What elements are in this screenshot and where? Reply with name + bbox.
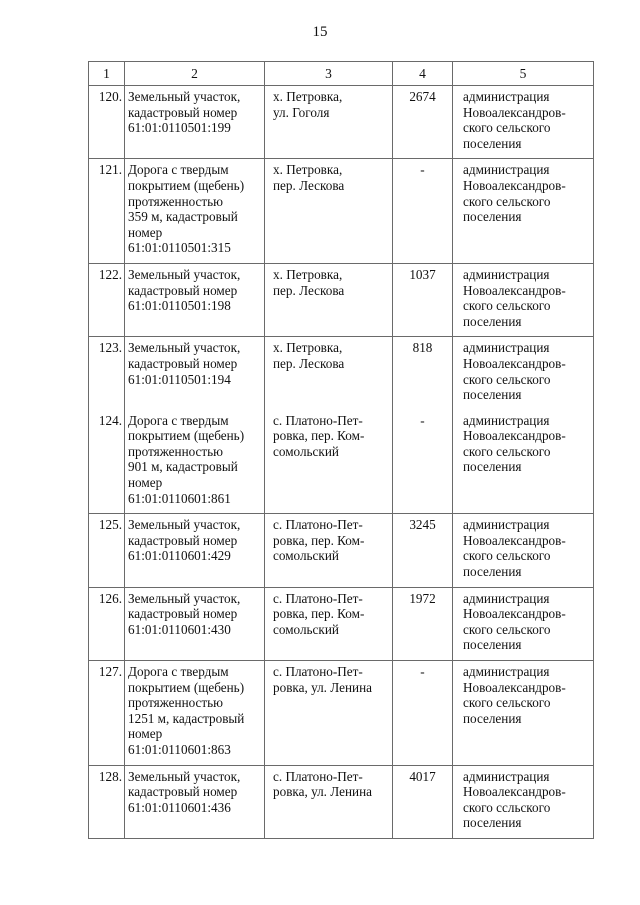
row-number-cell: 120. bbox=[89, 86, 125, 159]
row-number-cell: 122. bbox=[89, 263, 125, 336]
table-row bbox=[89, 587, 594, 660]
address-cell bbox=[265, 159, 393, 264]
cell-line: пер. Лескова bbox=[273, 177, 345, 193]
cell-line: Новоалександров- bbox=[463, 282, 566, 298]
cell-line: Земельный участок, bbox=[128, 89, 241, 104]
table-row bbox=[89, 86, 594, 159]
cell-line: кадастровый номер bbox=[128, 282, 238, 298]
cell-line: поселения bbox=[463, 313, 522, 329]
cell-line: покрытием (щебень) bbox=[128, 177, 245, 193]
cell-line: 359 м, кадастровый bbox=[128, 209, 238, 225]
cell-line: 61:01:0110601:861 bbox=[128, 490, 231, 506]
object-description-cell bbox=[125, 337, 265, 410]
cell-line: Новоалександров- bbox=[463, 679, 566, 695]
object-description-cell bbox=[125, 159, 265, 264]
cell-line: Новоалександров- bbox=[463, 428, 566, 444]
cell-line: покрытием (щебень) bbox=[128, 428, 245, 444]
cell-line: 61:01:0110501:315 bbox=[128, 240, 231, 256]
address-cell bbox=[265, 263, 393, 336]
cell-line: с. Платоно-Пет- bbox=[273, 412, 363, 428]
object-description-cell bbox=[125, 514, 265, 587]
address-cell bbox=[265, 337, 393, 410]
cell-line: с. Платоно-Пет- bbox=[273, 664, 363, 679]
cell-line: 61:01:0110501:198 bbox=[128, 298, 231, 314]
cell-line: администрация bbox=[463, 590, 550, 606]
cell-line: ровка, пер. Ком- bbox=[273, 532, 365, 548]
cell-line: Новоалександров- bbox=[463, 532, 566, 548]
cell-line: Новоалександров- bbox=[463, 784, 566, 800]
cell-line: 61:01:0110501:194 bbox=[128, 371, 231, 387]
cell-line: поселения bbox=[463, 135, 522, 151]
area-cell: 818 bbox=[393, 337, 453, 410]
header-cell: 1 bbox=[89, 62, 125, 86]
table-row bbox=[89, 337, 594, 410]
cell-line: поселения bbox=[463, 710, 522, 726]
owner-cell bbox=[453, 263, 594, 336]
header-cell: 2 bbox=[125, 62, 265, 86]
row-number-cell: 123. bbox=[89, 337, 125, 410]
cell-line: администрация bbox=[463, 89, 550, 104]
row-number-cell: 128. bbox=[89, 765, 125, 838]
cell-line: поселения bbox=[463, 459, 522, 475]
cell-line: протяженностью bbox=[128, 193, 224, 209]
page-number: 15 bbox=[312, 24, 328, 40]
row-number-cell: 127. bbox=[89, 661, 125, 766]
cell-line: администрация bbox=[463, 162, 550, 178]
cell-line: Дорога с твердым bbox=[128, 412, 229, 428]
cell-line: администрация bbox=[463, 664, 550, 679]
owner-cell bbox=[453, 410, 594, 514]
object-description-cell bbox=[125, 263, 265, 336]
cell-line: поселения bbox=[463, 209, 522, 225]
cell-line: администрация bbox=[463, 340, 550, 356]
cell-line: номер bbox=[128, 726, 163, 742]
cell-line: ского сельского bbox=[463, 443, 551, 459]
table-row bbox=[89, 410, 594, 514]
cell-line: поселения bbox=[463, 387, 522, 403]
cell-line: Земельный участок, bbox=[128, 340, 241, 356]
cell-line: х. Петровка, bbox=[273, 340, 343, 356]
cell-line: Дорога с твердым bbox=[128, 162, 229, 178]
cell-line: ровка, ул. Ленина bbox=[273, 784, 372, 800]
cell-line: администрация bbox=[463, 266, 550, 282]
cell-line: ского ссльского bbox=[463, 799, 551, 815]
cell-line: кадастровый номер bbox=[128, 532, 238, 548]
cell-line: протяженностью bbox=[128, 695, 224, 711]
cell-line: х. Петровка, bbox=[273, 266, 343, 282]
address-cell bbox=[265, 587, 393, 660]
object-description-cell bbox=[125, 587, 265, 660]
property-table bbox=[88, 61, 594, 839]
table-body bbox=[89, 86, 594, 839]
cell-line: с. Платоно-Пет- bbox=[273, 517, 363, 533]
owner-cell bbox=[453, 661, 594, 766]
cell-line: поселения bbox=[463, 637, 522, 653]
table-row bbox=[89, 661, 594, 766]
cell-line: кадастровый номер bbox=[128, 355, 238, 371]
area-cell: 4017 bbox=[393, 765, 453, 838]
area-cell: - bbox=[393, 159, 453, 264]
cell-line: Дорога с твердым bbox=[128, 664, 229, 679]
row-number-cell: 126. bbox=[89, 587, 125, 660]
row-number-cell: 121. bbox=[89, 159, 125, 264]
cell-line: ского сельского bbox=[463, 371, 551, 387]
address-cell bbox=[265, 661, 393, 766]
cell-line: номер bbox=[128, 475, 163, 491]
cell-line: администрация bbox=[463, 768, 550, 784]
cell-line: ул. Гоголя bbox=[273, 104, 330, 120]
cell-line: номер bbox=[128, 224, 163, 240]
cell-line: Новоалександров- bbox=[463, 606, 566, 622]
cell-line: 1251 м, кадастровый bbox=[128, 710, 245, 726]
cell-line: Новоалександров- bbox=[463, 104, 566, 120]
row-number-cell: 125. bbox=[89, 514, 125, 587]
cell-line: сомольский bbox=[273, 621, 339, 637]
header-cell: 4 bbox=[393, 62, 453, 86]
cell-line: с. Платоно-Пет- bbox=[273, 590, 363, 606]
cell-line: 61:01:0110601:430 bbox=[128, 621, 231, 637]
cell-line: Новоалександров- bbox=[463, 355, 566, 371]
cell-line: ского сельского bbox=[463, 298, 551, 314]
address-cell bbox=[265, 86, 393, 159]
cell-line: 901 м, кадастровый bbox=[128, 459, 238, 475]
cell-line: покрытием (щебень) bbox=[128, 679, 245, 695]
cell-line: сомольский bbox=[273, 443, 339, 459]
cell-line: 61:01:0110601:863 bbox=[128, 741, 231, 757]
cell-line: администрация bbox=[463, 517, 550, 533]
cell-line: 61:01:0110501:199 bbox=[128, 120, 231, 136]
cell-line: ского сельского bbox=[463, 621, 551, 637]
owner-cell bbox=[453, 514, 594, 587]
table-row bbox=[89, 263, 594, 336]
cell-line: кадастровый номер bbox=[128, 606, 238, 622]
cell-line: х. Петровка, bbox=[273, 89, 343, 104]
cell-line: Земельный участок, bbox=[128, 590, 241, 606]
cell-line: пер. Лескова bbox=[273, 355, 345, 371]
cell-line: Земельный участок, bbox=[128, 768, 241, 784]
cell-line: 61:01:0110601:436 bbox=[128, 799, 231, 815]
object-description-cell bbox=[125, 410, 265, 514]
cell-line: кадастровый номер bbox=[128, 104, 238, 120]
object-description-cell bbox=[125, 661, 265, 766]
cell-line: Земельный участок, bbox=[128, 517, 241, 533]
owner-cell bbox=[453, 86, 594, 159]
area-cell: 1037 bbox=[393, 263, 453, 336]
address-cell bbox=[265, 410, 393, 514]
area-cell: - bbox=[393, 661, 453, 766]
header-cell: 3 bbox=[265, 62, 393, 86]
cell-line: протяженностью bbox=[128, 443, 224, 459]
cell-line: сомольский bbox=[273, 548, 339, 564]
cell-line: ского сельского bbox=[463, 120, 551, 136]
table-row bbox=[89, 765, 594, 838]
cell-line: 61:01:0110601:429 bbox=[128, 548, 231, 564]
cell-line: кадастровый номер bbox=[128, 784, 238, 800]
cell-line: Новоалександров- bbox=[463, 177, 566, 193]
cell-line: х. Петровка, bbox=[273, 162, 343, 178]
area-cell: - bbox=[393, 410, 453, 514]
owner-cell bbox=[453, 159, 594, 264]
table-row bbox=[89, 514, 594, 587]
area-cell: 1972 bbox=[393, 587, 453, 660]
cell-line: поселения bbox=[463, 564, 522, 580]
header-cell: 5 bbox=[453, 62, 594, 86]
owner-cell bbox=[453, 765, 594, 838]
address-cell bbox=[265, 514, 393, 587]
row-number-cell: 124. bbox=[89, 410, 125, 514]
owner-cell bbox=[453, 587, 594, 660]
cell-line: администрация bbox=[463, 412, 550, 428]
area-cell: 3245 bbox=[393, 514, 453, 587]
cell-line: ровка, пер. Ком- bbox=[273, 428, 365, 444]
cell-line: ского сельского bbox=[463, 193, 551, 209]
cell-line: ского сельского bbox=[463, 548, 551, 564]
header-row bbox=[89, 62, 594, 86]
owner-cell bbox=[453, 337, 594, 410]
cell-line: с. Платоно-Пет- bbox=[273, 768, 363, 784]
area-cell: 2674 bbox=[393, 86, 453, 159]
cell-line: пер. Лескова bbox=[273, 282, 345, 298]
cell-line: ского сельского bbox=[463, 695, 551, 711]
object-description-cell bbox=[125, 765, 265, 838]
cell-line: Земельный участок, bbox=[128, 266, 241, 282]
table-row bbox=[89, 159, 594, 264]
cell-line: поселения bbox=[463, 815, 522, 831]
object-description-cell bbox=[125, 86, 265, 159]
address-cell bbox=[265, 765, 393, 838]
cell-line: ровка, пер. Ком- bbox=[273, 606, 365, 622]
cell-line: ровка, ул. Ленина bbox=[273, 679, 372, 695]
